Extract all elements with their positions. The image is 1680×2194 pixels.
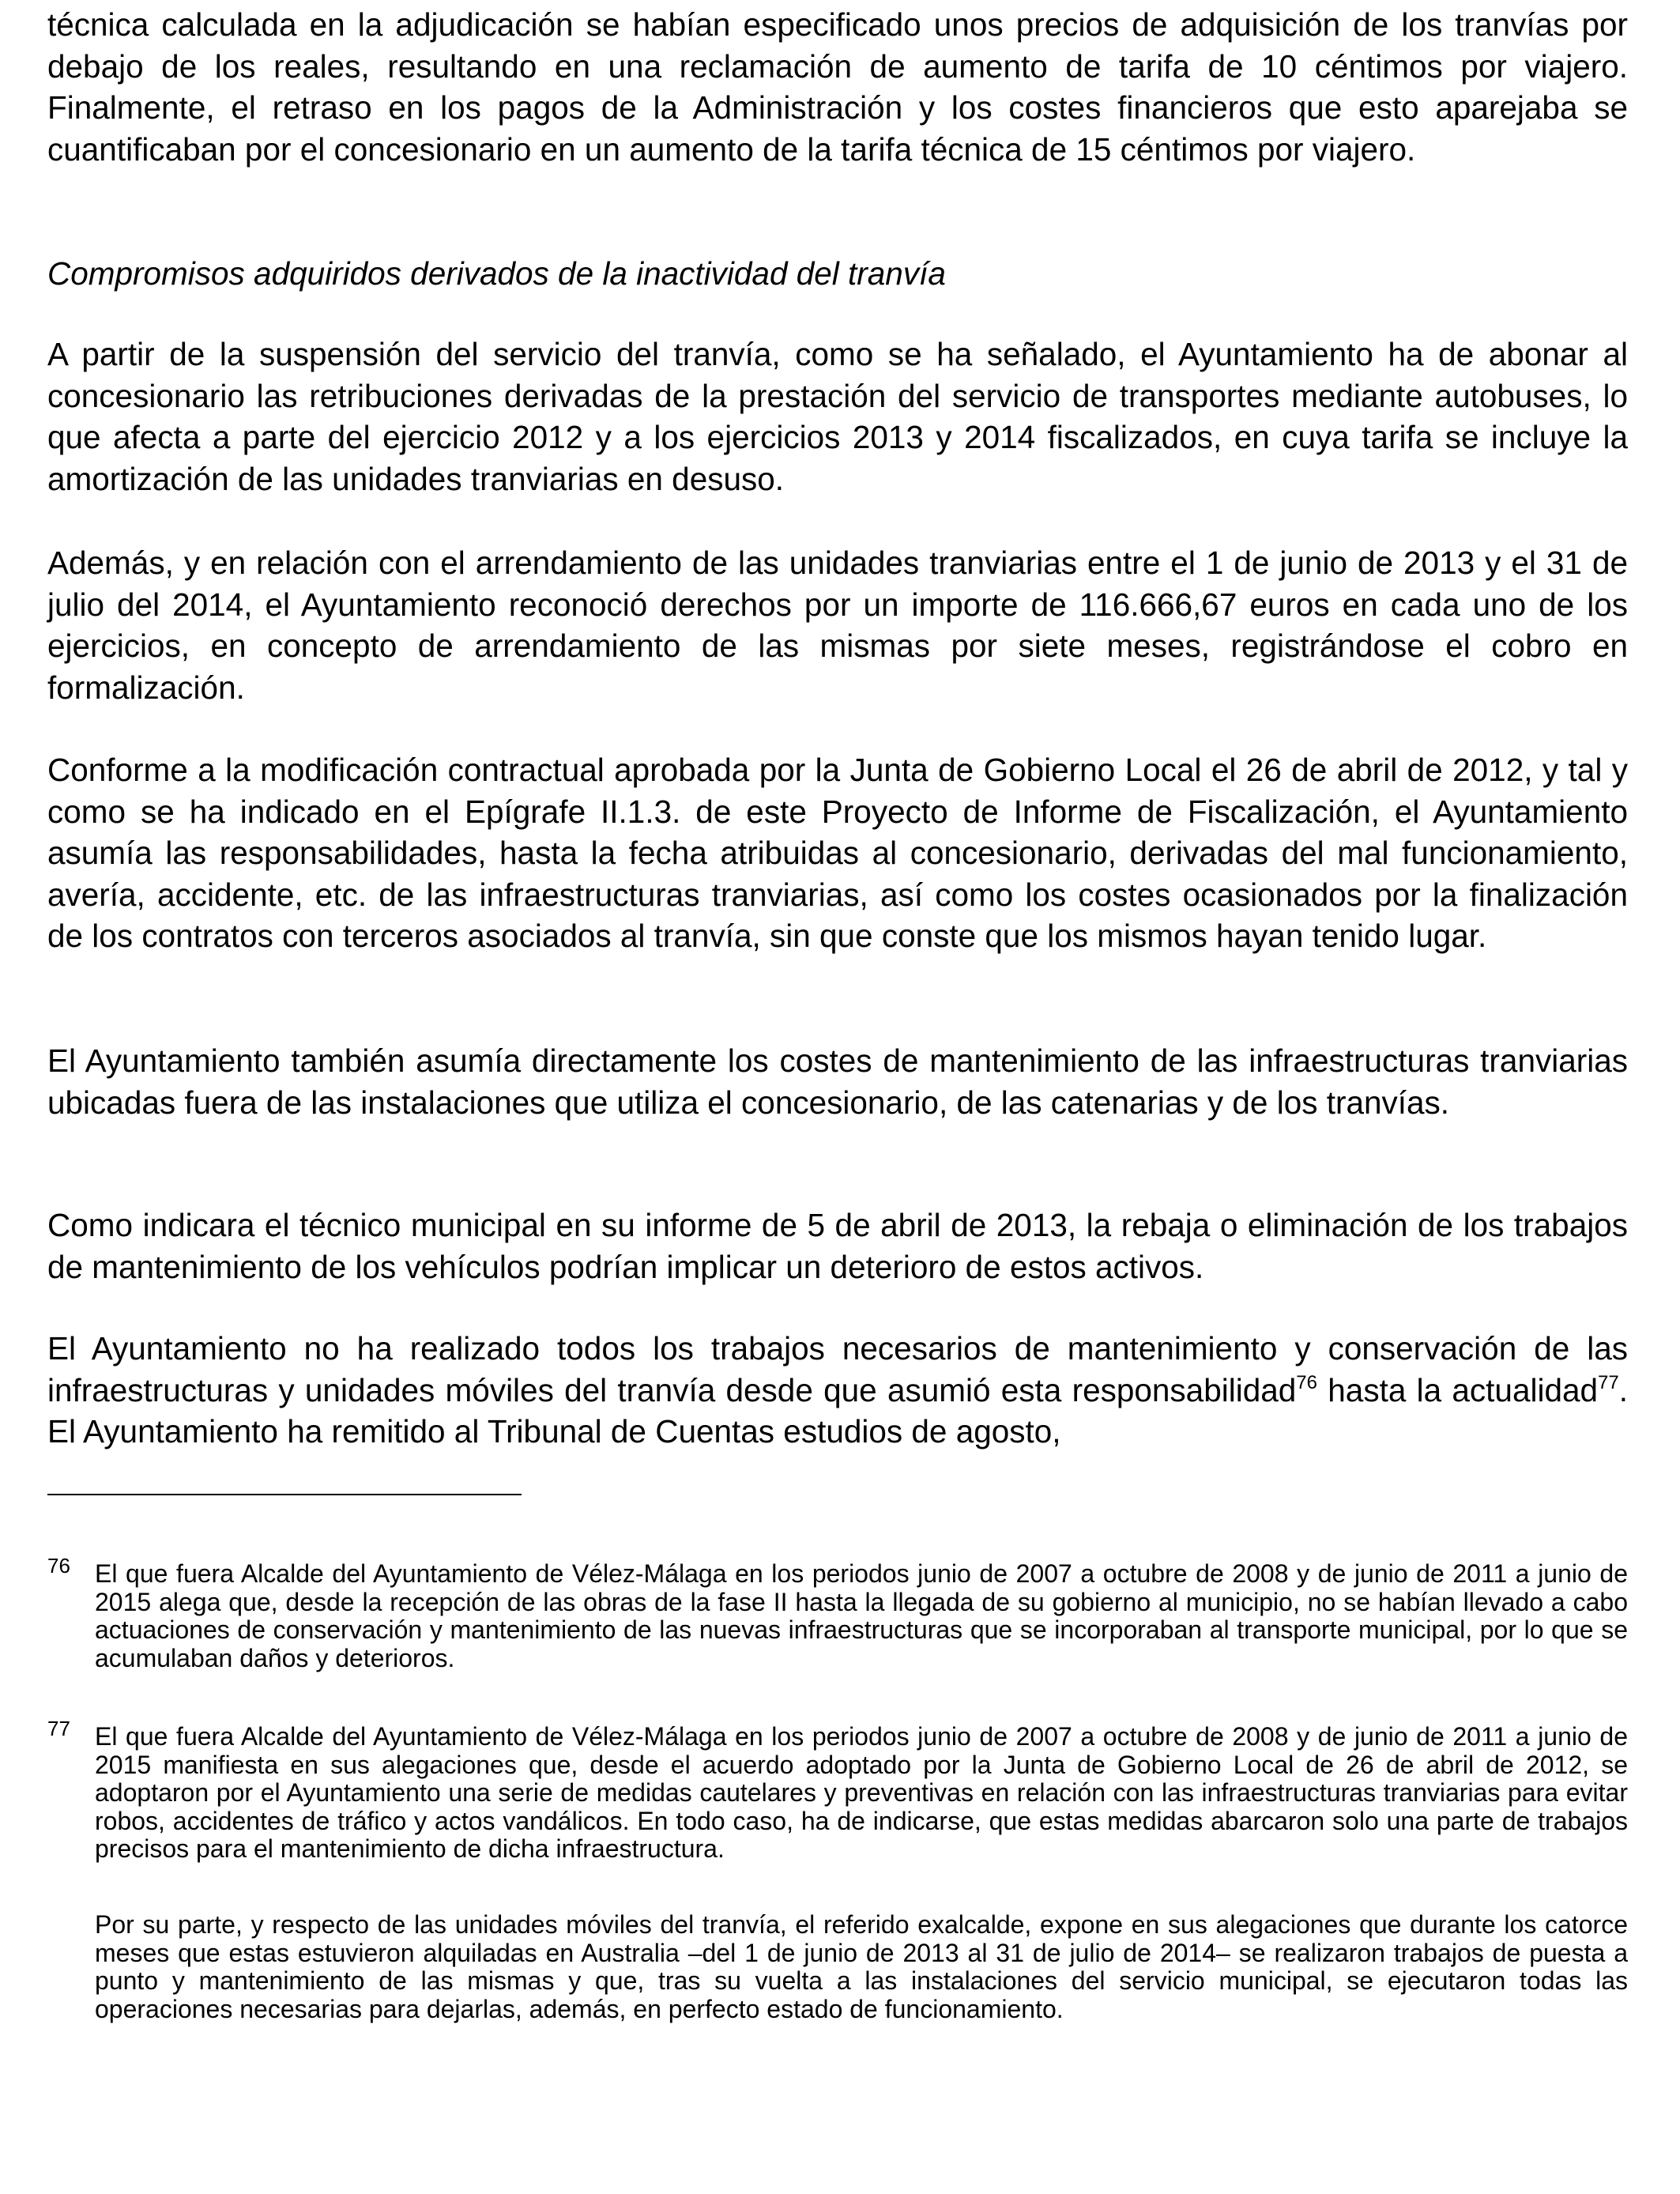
footnote-text: El que fuera Alcalde del Ayuntamiento de Vélez-Málaga en los periodos junio de 2007 a octubre de 2008 y de junio de 2011 a junio de 2015 alega que, desde la recepción de las obras de la fase II hasta la llegada de su gobierno al municipio, no se habían llevado a cabo actuaciones de conservación y mantenimiento de las nuevas infraestructuras que se incorporaban al transporte municipal, por lo que se acumulaban daños y deterioros. <box>95 1559 1628 1672</box>
paragraph-text: hasta la actualidad <box>1317 1371 1599 1408</box>
paragraph-text: El Ayuntamiento no ha realizado todos los trabajos necesarios de mantenimiento y conservación de las infraestructuras y unidades móviles del tranvía desde que asumió esta responsabilidad <box>47 1330 1628 1408</box>
footnote-reference[interactable]: 76 <box>1296 1371 1317 1393</box>
footnote-text: El que fuera Alcalde del Ayuntamiento de Vélez-Málaga en los periodos junio de 2007 a octubre de 2008 y de junio de 2011 a junio de 2015 manifiesta en sus alegaciones que, desde el acuerdo adoptado por la Junta de Gobierno Local de 26 de abril de 2012, se adoptaron por el Ayuntamiento una serie de medidas cautelares y preventivas en relación con las infraestructuras tranviarias para evitar robos, accidentes de tráfico y actos vandálicos. En todo caso, ha de indicarse, que estas medidas abarcaron solo una parte de trabajos precisos para el mantenimiento de dicha infraestructura. <box>95 1722 1628 1863</box>
paragraph-tarifa-tecnica: técnica calculada en la adjudicación se habían especificado unos precios de adquisición de los tranvías por debajo de los reales, resultando en una reclamación de aumento de tarifa de 10 céntimos por viajero. Finalmente, el retraso en los pagos de la Administración y los costes financieros que esto aparejaba se cuantificaban por el concesionario en un aumento de la tarifa técnica de 15 céntimos por viajero. <box>47 6 1628 168</box>
footnote-text-continued: Por su parte, y respecto de las unidades móviles del tranvía, el referido exalcalde, expone en sus alegaciones que durante los catorce meses que estas estuvieron alquiladas en Australia –del 1 de junio de 2013 al 31 de julio de 2014– se realizaron trabajos de puesta a punto y mantenimiento de las mismas y que, tras su vuelta a las instalaciones del servicio municipal, se ejecutaron todas las operaciones necesarias para dejarlas, además, en perfecto estado de funcionamiento. <box>95 1910 1628 2023</box>
footnote-number: 77 <box>47 1717 70 1740</box>
footnote-number: 76 <box>47 1554 70 1578</box>
paragraph-text: . El Ayuntamiento ha remitido al Tribunal de Cuentas estudios de agosto, <box>47 1371 1629 1449</box>
paragraph-costes-mantenimiento: El Ayuntamiento también asumía directamente los costes de mantenimiento de las infraestructuras tranviarias ubicadas fuera de las instalaciones que utiliza el concesionario, de las catenarias y de los tranvías. <box>47 1042 1628 1121</box>
section-subheading: Compromisos adquiridos derivados de la inactividad del tranvía <box>47 255 946 292</box>
paragraph-arrendamiento: Además, y en relación con el arrendamiento de las unidades tranviarias entre el 1 de junio de 2013 y el 31 de julio del 2014, el Ayuntamiento reconoció derechos por un importe de 116.666,67 euros en cada uno de los ejercicios, en concepto de arrendamiento de las mismas por siete meses, registrándose el cobro en formalización. <box>47 545 1628 706</box>
footnote-separator <box>47 1494 522 1495</box>
paragraph-modificacion-contractual: Conforme a la modificación contractual aprobada por la Junta de Gobierno Local el 26 de abril de 2012, y tal y como se ha indicado en el Epígrafe II.1.3. de este Proyecto de Informe de Fiscalización, el Ayuntamiento asumía las responsabilidades, hasta la fecha atribuidas al concesionario, derivadas del mal funcionamiento, avería, accidente, etc. de las infraestructuras tranviarias, así como los costes ocasionados por la finalización de los contratos con terceros asociados al tranvía, sin que conste que los mismos hayan tenido lugar. <box>47 752 1628 954</box>
document-page <box>47 0 1628 2194</box>
paragraph-informe-tecnico: Como indicara el técnico municipal en su informe de 5 de abril de 2013, la rebaja o eliminación de los trabajos de mantenimiento de los vehículos podrían implicar un deterioro de estos activos. <box>47 1207 1628 1285</box>
footnote-reference[interactable]: 77 <box>1598 1371 1619 1393</box>
paragraph-suspension-servicio: A partir de la suspensión del servicio del tranvía, como se ha señalado, el Ayuntamiento ha de abonar al concesionario las retribuciones derivadas de la prestación del servicio de transportes mediante autobuses, lo que afecta a parte del ejercicio 2012 y a los ejercicios 2013 y 2014 fiscalizados, en cuya tarifa se incluye la amortización de las unidades tranviarias en desuso. <box>47 336 1628 497</box>
paragraph-trabajos-mantenimiento <box>47 1328 1628 1453</box>
